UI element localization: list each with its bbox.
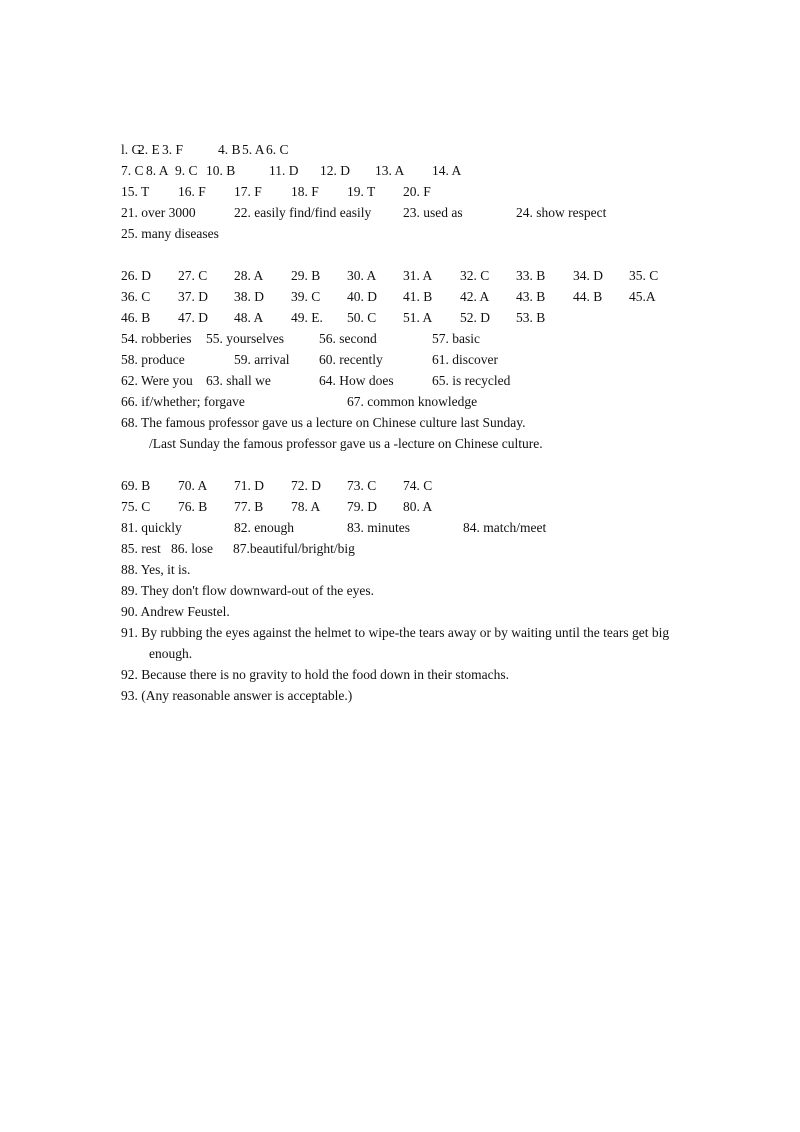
answer-item: 30. A [347, 268, 377, 283]
answer-item: 87.beautiful/bright/big [233, 541, 355, 556]
answer-item: 6. C [266, 142, 289, 157]
answer-item: 74. C [403, 478, 433, 493]
answer-item: 9. C [175, 163, 198, 178]
answer-item: 33. B [516, 268, 546, 283]
answer-item: 75. C [121, 499, 151, 514]
answer-row [121, 223, 721, 244]
answer-row [121, 391, 721, 412]
answer-item: 56. second [319, 331, 377, 346]
answer-item: l. G [121, 142, 142, 157]
answer-item-alternative: /Last Sunday the famous professor gave us a -lecture on Chinese culture. [149, 436, 543, 451]
answer-row [121, 433, 721, 454]
answer-item: 89. They don't flow downward-out of the eyes. [121, 583, 375, 598]
answer-item: 61. discover [432, 352, 498, 367]
answer-row [121, 286, 721, 307]
answer-item: 10. B [206, 163, 236, 178]
answer-item: 82. enough [234, 520, 294, 535]
answer-row [121, 580, 721, 601]
answer-item: 29. B [291, 268, 321, 283]
answer-row [121, 349, 721, 370]
answer-item: 37. D [178, 289, 208, 304]
answer-item: 26. D [121, 268, 151, 283]
answer-item: 68. The famous professor gave us a lecture on Chinese culture last Sunday. [121, 415, 526, 430]
answer-item: 2. E [138, 142, 160, 157]
answer-row [121, 475, 721, 496]
answer-item: 42. A [460, 289, 490, 304]
answer-item: 83. minutes [347, 520, 410, 535]
answer-row [121, 559, 721, 580]
answer-item: 63. shall we [206, 373, 271, 388]
answer-item: 90. Andrew Feustel. [121, 604, 230, 619]
answer-item: 46. B [121, 310, 151, 325]
answer-item: 22. easily find/find easily [234, 205, 372, 220]
answer-item: 7. C [121, 163, 144, 178]
answer-item: 20. F [403, 184, 431, 199]
answer-row [121, 538, 721, 559]
answer-item: 91. By rubbing the eyes against the helmet to wipe-the tears away or by waiting until the tears get big enough. [121, 625, 670, 661]
answer-item: 39. C [291, 289, 321, 304]
answer-row [121, 139, 721, 160]
answer-item: 13. A [375, 163, 405, 178]
answer-item: 44. B [573, 289, 603, 304]
answer-item: 50. C [347, 310, 377, 325]
answer-item: 78. A [291, 499, 321, 514]
answer-item: 73. C [347, 478, 377, 493]
answer-item: 24. show respect [516, 205, 607, 220]
answer-item: 4. B [218, 142, 241, 157]
answer-item: 14. A [432, 163, 462, 178]
answer-item: 3. F [162, 142, 184, 157]
answer-item: 28. A [234, 268, 264, 283]
answer-row [121, 664, 721, 685]
answer-item: 92. Because there is no gravity to hold the food down in their stomachs. [121, 667, 510, 682]
answer-item: 17. F [234, 184, 262, 199]
answer-item: 59. arrival [234, 352, 290, 367]
answer-item: 62. Were you [121, 373, 193, 388]
answer-row [121, 517, 721, 538]
answer-item: 38. D [234, 289, 264, 304]
answer-item: 53. B [516, 310, 546, 325]
answer-item: 41. B [403, 289, 433, 304]
answer-row [121, 181, 721, 202]
answer-row [121, 601, 721, 622]
answer-item: 69. B [121, 478, 151, 493]
answer-row [121, 370, 721, 391]
answer-item: 52. D [460, 310, 490, 325]
answer-item: 40. D [347, 289, 377, 304]
answer-item: 23. used as [403, 205, 463, 220]
answer-item: 47. D [178, 310, 208, 325]
answer-item: 27. C [178, 268, 208, 283]
answer-item: 65. is recycled [432, 373, 511, 388]
answer-row [121, 160, 721, 181]
answer-item: 5. A [242, 142, 265, 157]
answer-item: 35. C [629, 268, 659, 283]
answer-item: 12. D [320, 163, 350, 178]
answer-item: 66. if/whether; forgave [121, 394, 245, 409]
answer-row [121, 307, 721, 328]
answer-item: 77. B [234, 499, 264, 514]
answer-item: 71. D [234, 478, 264, 493]
answer-item: 31. A [403, 268, 433, 283]
answer-item: 81. quickly [121, 520, 182, 535]
answer-item: 25. many diseases [121, 226, 219, 241]
answer-row [121, 685, 721, 706]
answer-row [121, 265, 721, 286]
answer-item: 34. D [573, 268, 603, 283]
answer-item: 19. T [347, 184, 376, 199]
answer-item: 11. D [269, 163, 299, 178]
answer-item: 8. A [146, 163, 169, 178]
answer-item: 43. B [516, 289, 546, 304]
answer-row [121, 496, 721, 517]
answer-item: 32. C [460, 268, 490, 283]
answer-row [121, 412, 721, 433]
answer-item: 60. recently [319, 352, 383, 367]
answer-item: 15. T [121, 184, 150, 199]
answer-row [121, 328, 721, 349]
answer-item: 76. B [178, 499, 208, 514]
answer-item: 57. basic [432, 331, 480, 346]
answer-item: 80. A [403, 499, 433, 514]
answer-item: 64. How does [319, 373, 394, 388]
answer-item: 18. F [291, 184, 319, 199]
answer-item: 36. C [121, 289, 151, 304]
answer-item: 67. common knowledge [347, 394, 478, 409]
answer-item: 72. D [291, 478, 321, 493]
answer-item: 48. A [234, 310, 264, 325]
answer-item: 55. yourselves [206, 331, 284, 346]
answer-item: 88. Yes, it is. [121, 562, 191, 577]
answer-item: 54. robberies [121, 331, 192, 346]
answer-item: 79. D [347, 499, 377, 514]
answer-item: 49. E. [291, 310, 323, 325]
answer-item: 21. over 3000 [121, 205, 196, 220]
answer-item: 93. (Any reasonable answer is acceptable.) [121, 688, 353, 703]
answer-item: 16. F [178, 184, 206, 199]
answer-row [121, 202, 721, 223]
answer-item: 85. rest [121, 541, 161, 556]
answer-item: 45.A [629, 289, 656, 304]
answer-item: 58. produce [121, 352, 185, 367]
answer-item: 86. lose [171, 541, 213, 556]
answer-item: 51. A [403, 310, 433, 325]
answer-item: 84. match/meet [463, 520, 547, 535]
answer-item: 70. A [178, 478, 208, 493]
